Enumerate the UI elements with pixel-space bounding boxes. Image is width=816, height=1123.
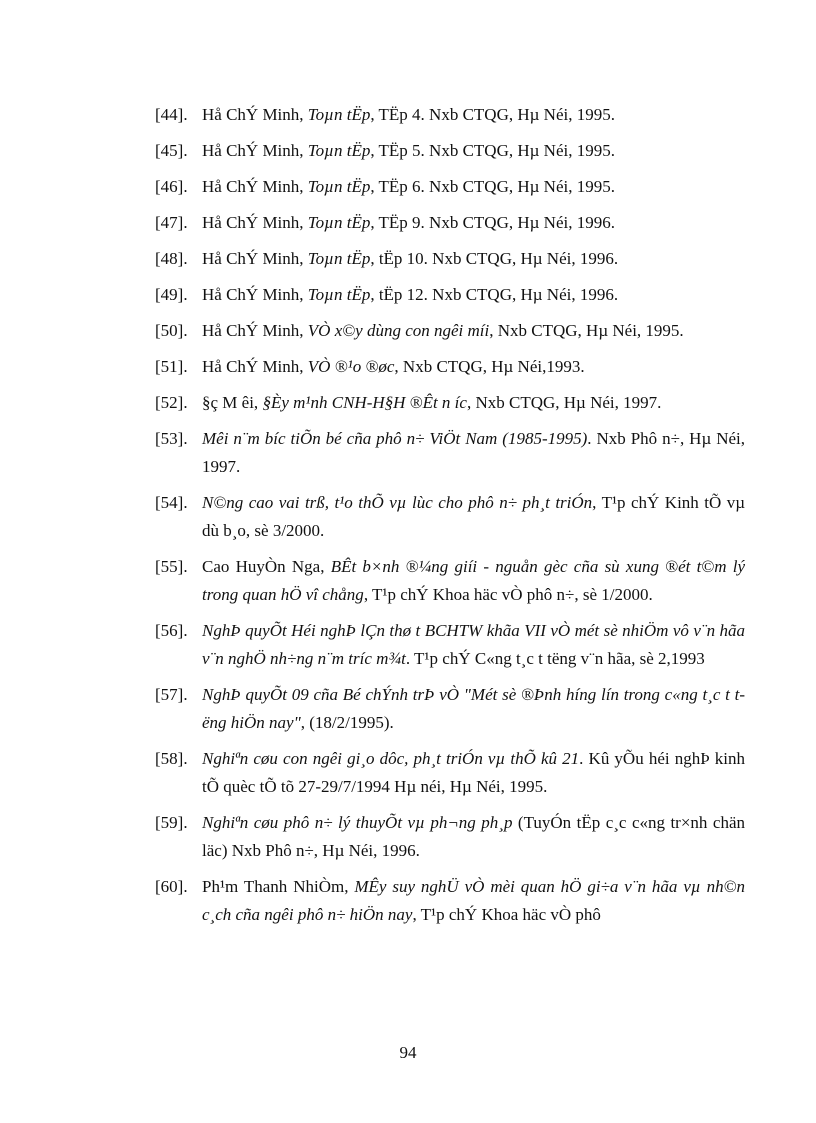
reference-segment: , T¹p chÝ Khoa häc vÒ phô: [412, 905, 601, 924]
reference-text: [202, 553, 745, 609]
reference-number: [51].: [155, 357, 188, 376]
reference-item: [155, 317, 745, 345]
reference-text: [202, 681, 745, 737]
reference-segment: Ph¹m Thanh NhiÒm,: [202, 877, 355, 896]
reference-title: §Èy m¹nh CNH-H§H ®Êt n íc: [262, 393, 467, 412]
reference-number: [46].: [155, 177, 188, 196]
reference-segment: Hå ChÝ Minh,: [202, 177, 308, 196]
reference-title: Nghiªn cøu phô n÷ lý thuyÕt vµ ph¬ng ph¸p: [202, 813, 513, 832]
reference-item: [155, 873, 745, 929]
reference-item: [155, 681, 745, 737]
reference-title: Nghiªn cøu con ngêi gi¸o dôc, ph¸t triÓn vµ thÕ kû 21: [202, 749, 580, 768]
reference-number: [57].: [155, 685, 188, 704]
reference-item: [155, 209, 745, 237]
reference-number: [50].: [155, 321, 188, 340]
reference-text: [202, 809, 745, 865]
reference-number: [60].: [155, 877, 188, 896]
reference-title: N©ng cao vai trß, t¹o thÕ vµ lùc cho phô n÷ ph¸t triÓn: [202, 493, 593, 512]
reference-text: [202, 389, 745, 417]
reference-segment: Hå ChÝ Minh,: [202, 105, 308, 124]
reference-text: [202, 425, 745, 481]
reference-segment: Cao HuyÒn Nga,: [202, 557, 331, 576]
reference-segment: (TuyÓn tËp c¸c c«ng tr×nh chän läc) Nxb Phô n÷, Hµ Néi, 1996.: [202, 813, 745, 860]
reference-text: [202, 137, 745, 165]
reference-title: Toµn tËp: [307, 213, 371, 232]
reference-title: Toµn tËp: [307, 285, 371, 304]
reference-title: BÊt b×nh ®¼ng giíi - nguån gèc cña sù xung ®ét t©m lý trong quan hÖ vî chång: [202, 557, 745, 604]
reference-item: [155, 389, 745, 417]
reference-title: Mêi n¨m bíc tiÕn bé cña phô n÷ ViÖt Nam (1985-1995): [202, 429, 588, 448]
reference-item: [155, 173, 745, 201]
reference-segment: . Kû yÕu héi nghÞ kinh tÕ quèc tÕ tõ 27-29/7/1994 Hµ néi, Hµ Néi, 1995.: [202, 749, 745, 796]
reference-segment: Hå ChÝ Minh,: [202, 249, 308, 268]
reference-item: [155, 809, 745, 865]
reference-segment: , Nxb CTQG, Hµ Néi, 1997.: [466, 393, 662, 412]
reference-text: [202, 281, 745, 309]
reference-item: [155, 245, 745, 273]
reference-item: [155, 745, 745, 801]
reference-title: Toµn tËp: [307, 141, 371, 160]
reference-text: [202, 489, 745, 545]
reference-segment: , Nxb CTQG, Hµ Néi, 1995.: [489, 321, 684, 340]
reference-title: Toµn tËp: [307, 177, 371, 196]
reference-segment: , TËp 5. Nxb CTQG, Hµ Néi, 1995.: [370, 141, 615, 160]
reference-segment: §ç M êi,: [202, 393, 263, 412]
reference-text: [202, 317, 745, 345]
reference-number: [44].: [155, 105, 188, 124]
reference-title: NghÞ quyÕt 09 cña Bé chÝnh trÞ vÒ "Mét sè ®Þnh híng lín trong c«ng t¸c t tëng hiÖn nay": [202, 685, 745, 732]
reference-item: [155, 425, 745, 481]
reference-number: [48].: [155, 249, 188, 268]
reference-segment: , T¹p chÝ Khoa häc vÒ phô n÷, sè 1/2000.: [363, 585, 653, 604]
reference-number: [45].: [155, 141, 188, 160]
page-number: 94: [399, 1043, 417, 1062]
reference-number: [47].: [155, 213, 188, 232]
reference-title: NghÞ quyÕt Héi nghÞ lÇn thø t BCHTW khãa VII vÒ mét sè nhiÖm vô v¨n hãa v¨n nghÖ nh÷ng n¨m tríc m¾t: [202, 621, 745, 668]
reference-number: [59].: [155, 813, 188, 832]
reference-item: [155, 617, 745, 673]
reference-text: [202, 101, 745, 129]
reference-title: VÒ ®¹o ®øc: [307, 357, 395, 376]
reference-text: [202, 873, 745, 929]
reference-number: [55].: [155, 557, 188, 576]
reference-item: [155, 489, 745, 545]
reference-number: [52].: [155, 393, 188, 412]
reference-item: [155, 281, 745, 309]
reference-item: [155, 137, 745, 165]
reference-text: [202, 209, 745, 237]
reference-number: [58].: [155, 749, 188, 768]
reference-number: [53].: [155, 429, 188, 448]
reference-text: [202, 353, 745, 381]
reference-segment: , (18/2/1995).: [300, 713, 394, 732]
reference-segment: , TËp 9. Nxb CTQG, Hµ Néi, 1996.: [370, 213, 615, 232]
reference-item: [155, 101, 745, 129]
reference-text: [202, 173, 745, 201]
reference-segment: . Nxb Phô n÷, Hµ Néi, 1997.: [202, 429, 745, 476]
reference-segment: Hå ChÝ Minh,: [202, 285, 308, 304]
reference-segment: . T¹p chÝ C«ng t¸c t tëng v¨n hãa, sè 2,1993: [405, 649, 705, 668]
reference-segment: Hå ChÝ Minh,: [202, 357, 308, 376]
reference-text: [202, 745, 745, 801]
reference-segment: , T¹p chÝ Kinh tÕ vµ dù b¸o, sè 3/2000.: [202, 493, 745, 540]
reference-text: [202, 245, 745, 273]
reference-text: [202, 617, 745, 673]
reference-list: [155, 101, 745, 937]
reference-segment: Hå ChÝ Minh,: [202, 141, 308, 160]
reference-number: [54].: [155, 493, 188, 512]
reference-item: [155, 353, 745, 381]
reference-number: [49].: [155, 285, 188, 304]
reference-title: Toµn tËp: [307, 105, 371, 124]
reference-item: [155, 553, 745, 609]
reference-segment: , TËp 4. Nxb CTQG, Hµ Néi, 1995.: [370, 105, 615, 124]
reference-number: [56].: [155, 621, 188, 640]
reference-segment: , tËp 12. Nxb CTQG, Hµ Néi, 1996.: [370, 285, 619, 304]
reference-title: MÊy suy nghÜ vÒ mèi quan hÖ gi÷a v¨n hãa vµ nh©n c¸ch cña ngêi phô n÷ hiÖn nay: [202, 877, 745, 924]
reference-segment: Hå ChÝ Minh,: [202, 321, 308, 340]
reference-title: Toµn tËp: [307, 249, 371, 268]
reference-segment: Hå ChÝ Minh,: [202, 213, 308, 232]
reference-segment: , Nxb CTQG, Hµ Néi,1993.: [394, 357, 585, 376]
reference-segment: , TËp 6. Nxb CTQG, Hµ Néi, 1995.: [370, 177, 615, 196]
reference-title: VÒ x©y dùng con ngêi míi: [307, 321, 490, 340]
reference-segment: , tËp 10. Nxb CTQG, Hµ Néi, 1996.: [370, 249, 619, 268]
